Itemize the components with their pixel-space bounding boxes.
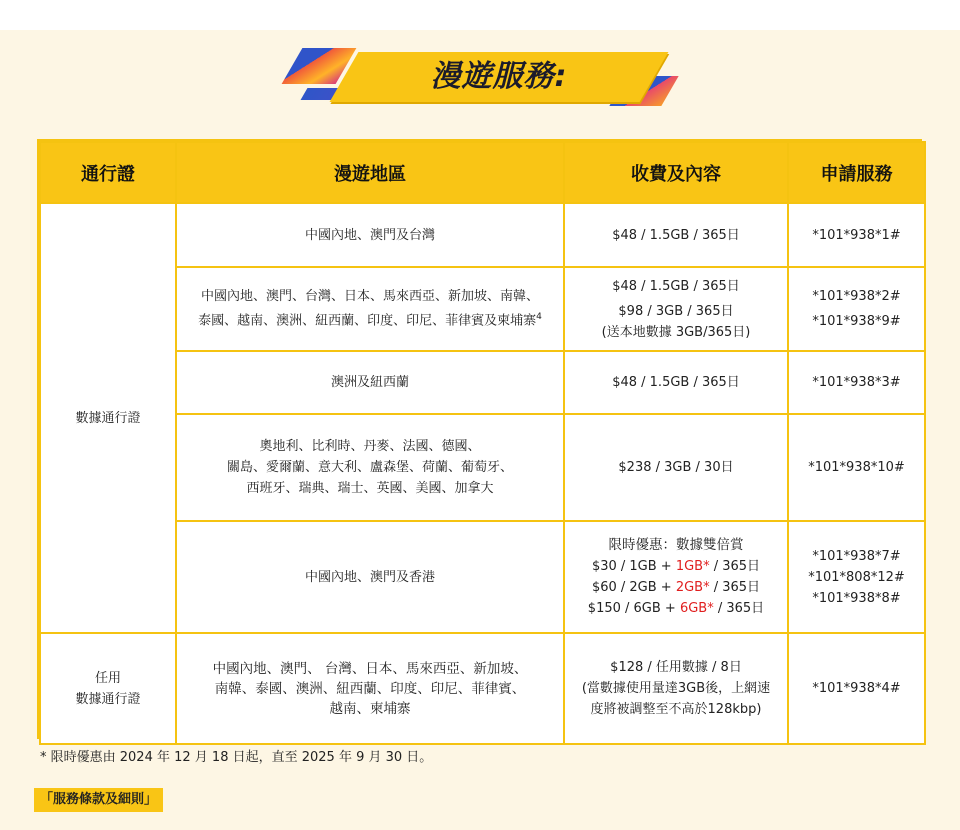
region-cell: 中國內地、澳門、 台灣、日本、馬來西亞、新加坡、 南韓、泰國、澳洲、紐西蘭、印度、印尼、菲律賓、 越南、柬埔寨 — [176, 633, 564, 744]
table-row — [40, 633, 925, 744]
fee-cell: $48 / 1.5GB / 365日 — [564, 351, 788, 414]
header-apply: 申請服務 — [788, 142, 925, 203]
header-fee: 收費及內容 — [564, 142, 788, 203]
promo-line: $150 / 6GB + 6GB* / 365日 — [587, 601, 765, 616]
table-header-row — [40, 142, 925, 203]
header-pass: 通行證 — [40, 142, 176, 203]
pass-type-unlimited-pass: 任用 數據通行證 — [40, 633, 176, 744]
apply-code-cell: *101*938*2# *101*938*9# — [788, 267, 925, 351]
fee-cell-promo — [564, 521, 788, 633]
apply-code-cell: *101*938*7# *101*808*12# *101*938*8# — [788, 521, 925, 633]
fee-cell: $48 / 1.5GB / 365日 — [564, 203, 788, 267]
roaming-plans-table — [39, 141, 926, 745]
fee-cell: $238 / 3GB / 30日 — [564, 414, 788, 521]
region-cell: 中國內地、澳門及香港 — [176, 521, 564, 633]
footnote: * 限時優惠由 2024 年 12 月 18 日起，直至 2025 年 9 月 30 日。 — [40, 750, 433, 765]
region-cell: 澳洲及紐西蘭 — [176, 351, 564, 414]
terms-and-conditions-link[interactable]: 「服務條款及細則」 — [34, 788, 163, 812]
apply-code-cell: *101*938*4# — [788, 633, 925, 744]
fee-cell: $128 / 任用數據 / 8日 (當數據使用量達3GB後，上網速 度將被調整至不高於128kbp) — [564, 633, 788, 744]
promo-line: $30 / 1GB + 1GB* / 365日 — [591, 559, 761, 574]
apply-code-cell: *101*938*3# — [788, 351, 925, 414]
apply-code-cell: *101*938*1# — [788, 203, 925, 267]
header-region: 漫遊地區 — [176, 142, 564, 203]
promo-line: $60 / 2GB + 2GB* / 365日 — [591, 580, 761, 595]
table-row — [40, 203, 925, 267]
apply-code-cell: *101*938*10# — [788, 414, 925, 521]
page-title: 漫遊服務: — [430, 59, 568, 94]
roaming-plans-table-container — [37, 139, 922, 739]
region-cell: 中國內地、澳門及台灣 — [176, 203, 564, 267]
fee-cell: $48 / 1.5GB / 365日 $98 / 3GB / 365日 (送本地數據 3GB/365日) — [564, 267, 788, 351]
top-strip — [0, 0, 960, 30]
pass-type-data-pass: 數據通行證 — [40, 203, 176, 633]
region-cell: 奧地利、比利時、丹麥、法國、德國、 關島、愛爾蘭、意大利、盧森堡、荷蘭、葡萄牙、 西班牙、瑞典、瑞士、英國、美國、加拿大 — [176, 414, 564, 521]
title-banner — [286, 42, 676, 112]
promo-title: 限時優惠：數據雙倍賞 — [608, 537, 744, 553]
region-cell: 中國內地、澳門、台灣、日本、馬來西亞、新加坡、南韓、 泰國、越南、澳洲、紐西蘭、印度、印尼、菲律賓及柬埔寨$^4$ — [176, 267, 564, 351]
